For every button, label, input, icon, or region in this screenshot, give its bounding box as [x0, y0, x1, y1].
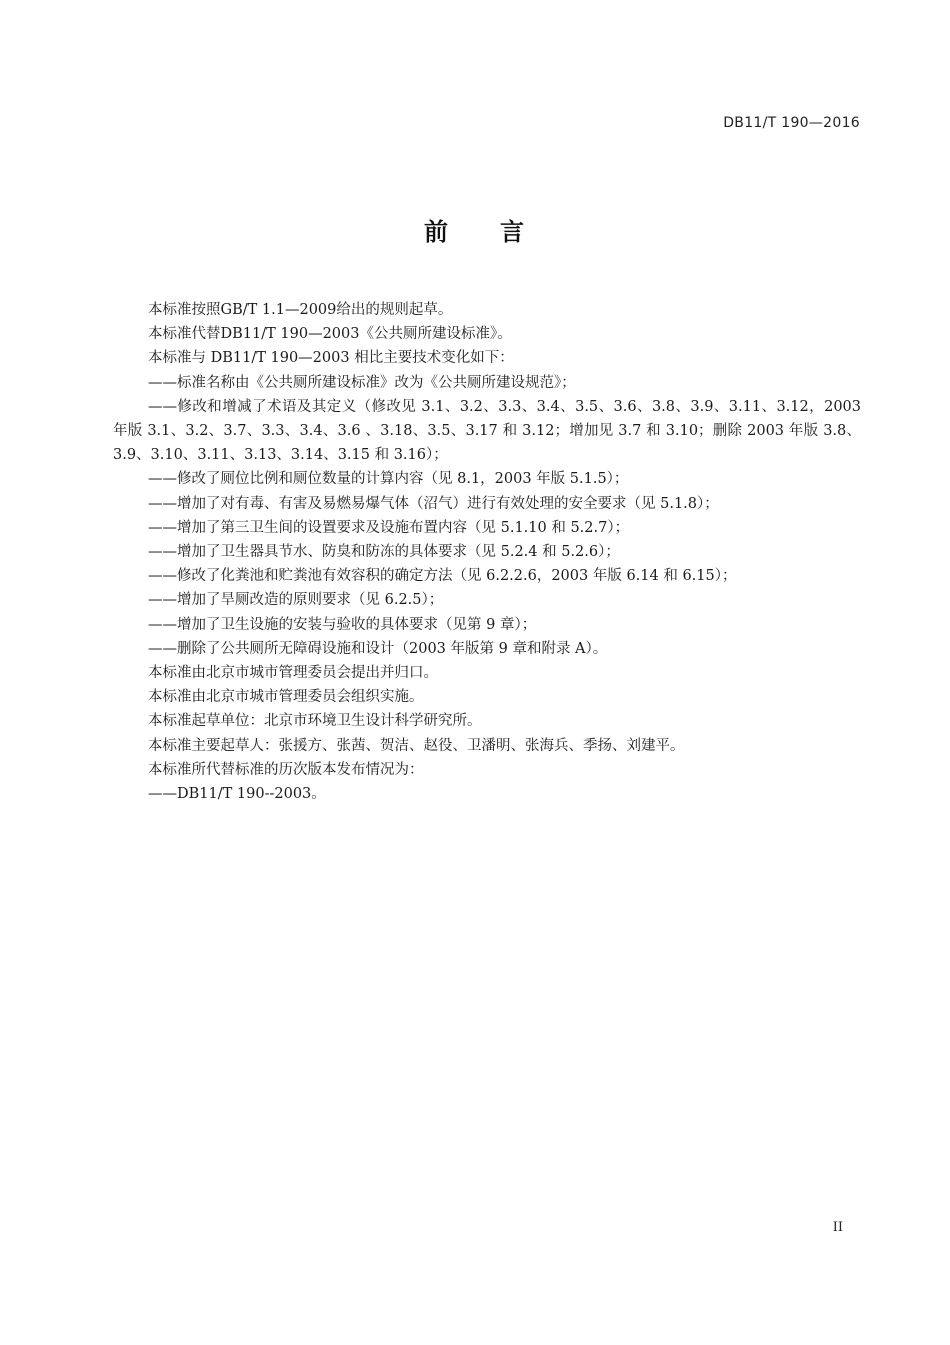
change-item: ——增加了对有毒、有害及易燃易爆气体（沼气）进行有效处理的安全要求（见 5.1.8）；	[148, 495, 719, 512]
change-item: ——增加了卫生设施的安装与验收的具体要求（见第 9 章）；	[148, 616, 537, 633]
paragraph: 本标准按照GB/T 1.1—2009给出的规则起草。	[148, 302, 453, 318]
standard-code: DB11/T 190—2016	[723, 115, 860, 131]
page-number: II	[832, 1220, 843, 1235]
change-item: ——修改了厕位比例和厕位数量的计算内容（见 8.1，2003 年版 5.1.5）；	[148, 471, 629, 488]
paragraph: 本标准由北京市城市管理委员会组织实施。	[148, 689, 424, 706]
change-item: ——修改和增减了术语及其定义（修改见 3.1、3.2、3.3、3.4、3.5、3.6、3.8、3.9、3.11、3.12，2003 年版 3.1、3.2、3.7、3.3、3.4、3.6 、3.18、3.5、3.17 和 3.12；增加见 3.7 和 3.10；删除 2003 年版 3.8、3.9、3.10、3.11、3.13、3.14、3.15 和 3.16）；	[113, 398, 861, 464]
paragraph: 本标准所代替标准的历次版本发布情况为：	[148, 761, 424, 778]
change-item: ——标准名称由《公共厕所建设标准》改为《公共厕所建设规范》；	[148, 374, 576, 391]
page-title	[0, 212, 950, 247]
title-char-2: 言	[500, 218, 526, 246]
change-item: ——增加了旱厕改造的原则要求（见 6.2.5）；	[148, 592, 444, 609]
paragraph: 本标准起草单位：北京市环境卫生设计科学研究所。	[148, 713, 482, 730]
paragraph: 本标准与 DB11/T 190—2003 相比主要技术变化如下：	[148, 350, 514, 367]
change-item: ——删除了公共厕所无障碍设施和设计（2003 年版第 9 章和附录 A）。	[148, 640, 608, 657]
paragraph: 本标准代替DB11/T 190—2003《公共厕所建设标准》。	[148, 326, 512, 343]
foreword-body	[113, 298, 861, 806]
title-char-1: 前	[424, 218, 450, 246]
paragraph: 本标准由北京市城市管理委员会提出并归口。	[148, 665, 438, 682]
change-item: ——增加了第三卫生间的设置要求及设施布置内容（见 5.1.10 和 5.2.7）；	[148, 519, 630, 536]
change-item: ——增加了卫生器具节水、防臭和防冻的具体要求（见 5.2.4 和 5.2.6）；	[148, 544, 620, 561]
change-item: ——DB11/T 190-‐2003。	[148, 786, 326, 803]
change-item: ——修改了化粪池和贮粪池有效容积的确定方法（见 6.2.2.6，2003 年版 6.14 和 6.15）；	[148, 568, 737, 585]
paragraph: 本标准主要起草人：张援方、张茜、贺洁、赵役、卫潘明、张海兵、季扬、刘建平。	[148, 737, 685, 754]
